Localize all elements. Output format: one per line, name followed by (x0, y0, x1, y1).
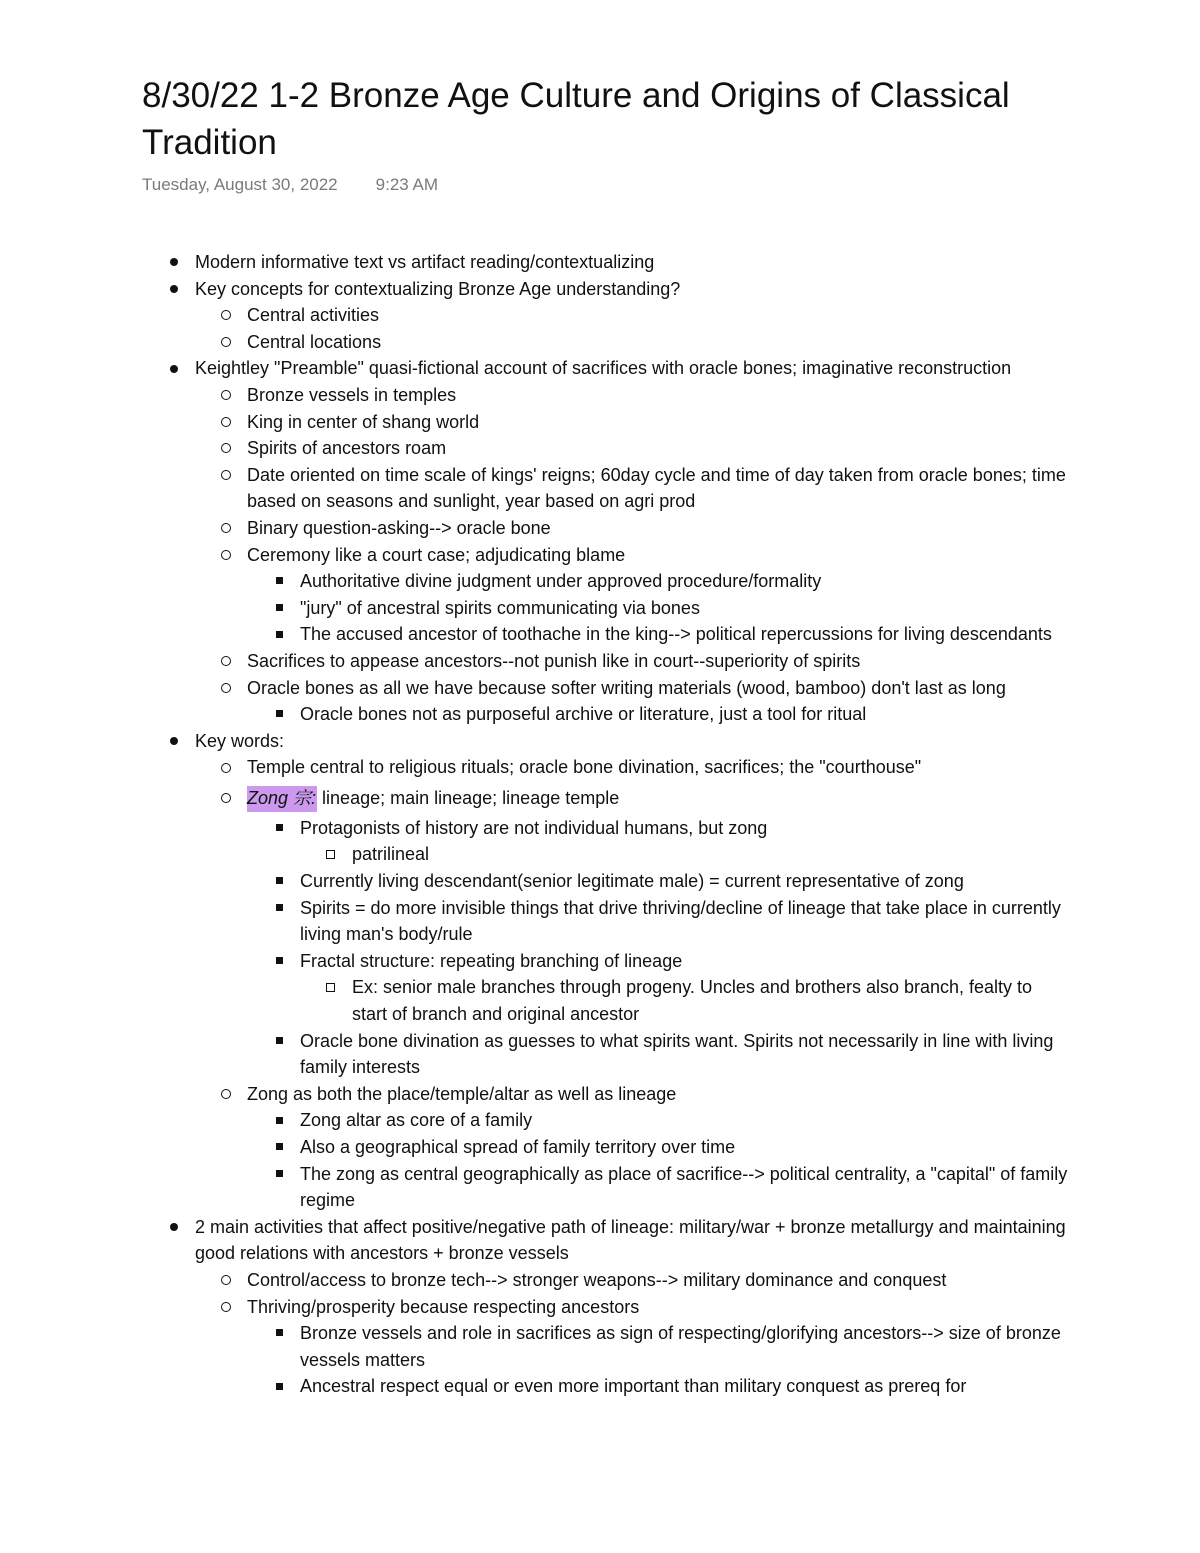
hollow-bullet-icon (221, 754, 233, 781)
list-item-text: Zong altar as core of a family (300, 1110, 533, 1131)
list-item-text: patrilineal (352, 844, 430, 865)
list-item (0, 1081, 1200, 1108)
hollow-square-bullet-icon (326, 841, 338, 868)
bullet-icon (170, 355, 182, 382)
list-item (0, 1294, 1200, 1321)
list-item (0, 701, 1200, 728)
square-bullet-icon (276, 895, 288, 922)
list-item-text: Ancestral respect equal or even more important than military conquest as prereq for (300, 1376, 967, 1397)
highlighted-term: Zong 宗: (247, 786, 317, 812)
list-item-text: Ex: senior male branches through progeny. Uncles and brothers also branch, fealty to start of branch and original ancestor (352, 977, 1033, 1025)
list-item (0, 276, 1200, 303)
list-item (0, 382, 1200, 409)
list-item (0, 781, 1200, 815)
list-item (0, 1214, 1200, 1267)
list-item-text: King in center of shang world (247, 411, 480, 432)
list-item (0, 302, 1200, 329)
list-item-text: Protagonists of history are not individual humans, but zong (300, 817, 768, 838)
list-item (0, 462, 1200, 515)
list-item (0, 895, 1200, 948)
list-item (0, 1320, 1200, 1373)
list-item (0, 409, 1200, 436)
square-bullet-icon (276, 868, 288, 895)
square-bullet-icon (276, 1028, 288, 1055)
list-item-text: "jury" of ancestral spirits communicating via bones (300, 597, 700, 618)
hollow-bullet-icon (221, 1267, 233, 1294)
square-bullet-icon (276, 1320, 288, 1347)
square-bullet-icon (276, 948, 288, 975)
bullet-icon (170, 276, 182, 303)
square-bullet-icon (276, 1161, 288, 1188)
list-item (0, 815, 1200, 842)
hollow-bullet-icon (221, 409, 233, 436)
list-item (0, 1028, 1200, 1081)
bullet-icon (170, 728, 182, 755)
square-bullet-icon (276, 1373, 288, 1400)
list-item-text: Key concepts for contextualizing Bronze Age understanding? (195, 278, 681, 299)
list-item-text: Zong as both the place/temple/altar as well as lineage (247, 1083, 677, 1104)
square-bullet-icon (276, 595, 288, 622)
list-item-text: Date oriented on time scale of kings' reigns; 60day cycle and time of day taken from oracle bones; time based on seasons and sunlight, year based on agri prod (247, 464, 1066, 512)
list-item-text: Sacrifices to appease ancestors--not punish like in court--superiority of spirits (247, 650, 861, 671)
list-item-text: Bronze vessels and role in sacrifices as sign of respecting/glorifying ancestors--> size of bronze vessels matters (300, 1323, 1061, 1370)
list-item (0, 249, 1200, 276)
bullet-icon (170, 249, 182, 276)
hollow-bullet-icon (221, 542, 233, 569)
hollow-bullet-icon (221, 435, 233, 462)
hollow-bullet-icon (221, 462, 233, 489)
list-item-text: Ceremony like a court case; adjudicating blame (247, 544, 626, 565)
list-item-text: Bronze vessels in temples (247, 384, 457, 405)
list-item-text: Authoritative divine judgment under approved procedure/formality (300, 571, 822, 592)
list-item-text: Central locations (247, 331, 382, 352)
page-time: 9:23 AM (375, 175, 439, 194)
hollow-bullet-icon (221, 675, 233, 702)
list-item (0, 568, 1200, 595)
list-item-text: Control/access to bronze tech--> stronger weapons--> military dominance and conquest (247, 1269, 947, 1290)
hollow-square-bullet-icon (326, 974, 338, 1001)
list-item-text: Currently living descendant(senior legitimate male) = current representative of zong (300, 871, 964, 892)
list-item (0, 728, 1200, 755)
list-item (0, 648, 1200, 675)
list-item-text: Temple central to religious rituals; oracle bone divination, sacrifices; the "courthouse" (247, 757, 922, 778)
list-item (0, 542, 1200, 569)
list-item (0, 675, 1200, 702)
hollow-bullet-icon (221, 781, 233, 815)
list-item-text: Key words: (195, 730, 285, 751)
list-item (0, 841, 1200, 868)
list-item-text: The accused ancestor of toothache in the king--> political repercussions for living descendants (300, 624, 1052, 645)
page-date: Tuesday, August 30, 2022 (142, 175, 338, 194)
note-body (0, 249, 1200, 1400)
hollow-bullet-icon (221, 648, 233, 675)
hollow-bullet-icon (221, 382, 233, 409)
list-item (0, 595, 1200, 622)
list-item-text: Spirits = do more invisible things that drive thriving/decline of lineage that take place in currently living man's body/rule (300, 897, 1061, 945)
list-item (0, 355, 1200, 382)
list-item-text: Also a geographical spread of family territory over time (300, 1137, 736, 1157)
list-item-text: Thriving/prosperity because respecting ancestors (247, 1296, 640, 1317)
list-item (0, 1161, 1200, 1214)
list-item (0, 1107, 1200, 1134)
list-item (0, 329, 1200, 356)
list-item-text: The zong as central geographically as place of sacrifice--> political centrality, a "capital" of family regime (300, 1163, 1068, 1211)
square-bullet-icon (276, 815, 288, 842)
square-bullet-icon (276, 621, 288, 648)
list-item (0, 515, 1200, 542)
hollow-bullet-icon (221, 1081, 233, 1108)
list-item-text: 2 main activities that affect positive/negative path of lineage: military/war + bronze metallurgy and maintaining good relations with ancestors + bronze vessels (195, 1216, 1066, 1264)
square-bullet-icon (276, 568, 288, 595)
list-item (0, 754, 1200, 781)
list-item (0, 621, 1200, 648)
list-item (0, 974, 1200, 1027)
list-item-text: Central activities (247, 305, 380, 326)
list-item (0, 435, 1200, 462)
list-item-text: Oracle bones not as purposeful archive or literature, just a tool for ritual (300, 704, 867, 725)
list-item (0, 868, 1200, 895)
list-item-text: Modern informative text vs artifact reading/contextualizing (195, 252, 655, 272)
page-title: 8/30/22 1-2 Bronze Age Culture and Origins of Classical Tradition (142, 76, 1010, 162)
list-item-text: Oracle bones as all we have because softer writing materials (wood, bamboo) don't last as long (247, 677, 1006, 698)
hollow-bullet-icon (221, 329, 233, 356)
list-item-text: Fractal structure: repeating branching of lineage (300, 950, 683, 971)
list-item-text: Keightley "Preamble" quasi-fictional account of sacrifices with oracle bones; imaginative reconstruction (195, 358, 1012, 379)
list-item (0, 1373, 1200, 1400)
square-bullet-icon (276, 1134, 288, 1161)
bullet-icon (170, 1214, 182, 1241)
list-item-text: Spirits of ancestors roam (247, 438, 447, 459)
square-bullet-icon (276, 1107, 288, 1134)
list-item-text: lineage; main lineage; lineage temple (322, 787, 620, 808)
list-item-text: Binary question-asking--> oracle bone (247, 517, 551, 538)
list-item (0, 1267, 1200, 1294)
hollow-bullet-icon (221, 515, 233, 542)
list-item-text: Oracle bone divination as guesses to what spirits want. Spirits not necessarily in line with living family interests (300, 1030, 1054, 1078)
hollow-bullet-icon (221, 302, 233, 329)
hollow-bullet-icon (221, 1294, 233, 1321)
page-timestamp (142, 175, 438, 195)
list-item (0, 1134, 1200, 1161)
square-bullet-icon (276, 701, 288, 728)
list-item (0, 948, 1200, 975)
